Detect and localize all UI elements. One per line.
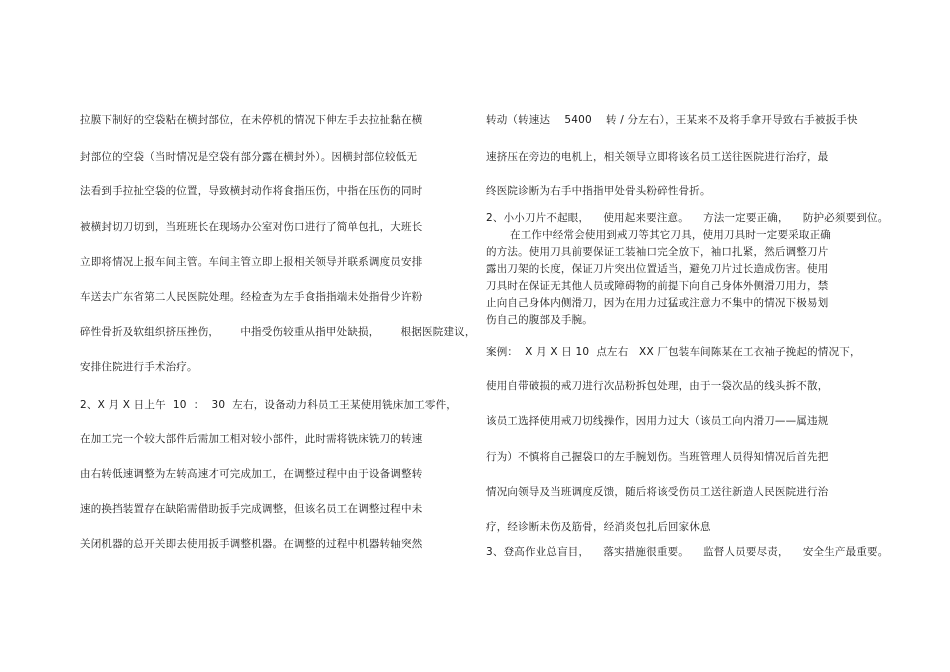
right-line: 情况向领导及当班调度反馈，随后将该受伤员工送往新造人民医院进行治 <box>486 486 829 498</box>
right-line: 露出刀架的长度，保证刀片突出位置适当，避免刀片过长造成伤害。使用 <box>486 263 829 275</box>
left-line: 碎性骨折及软组织挤压挫伤， 中指受伤较重从指甲处缺损， 根据医院建议， <box>80 326 476 338</box>
left-line: 在加工完一个较大部件后需加工相对较小部件，此时需将铣床铣刀的转速 <box>80 433 423 445</box>
right-line: 转动（转速达 5400 转 / 分左右），王某来不及将手拿开导致右手被扳手快 <box>486 114 858 126</box>
left-line: 封部位的空袋（当时情况是空袋有部分露在横封外）。因横封部位较低无 <box>80 151 418 163</box>
right-line: 终医院诊断为右手中指指甲处骨头粉碎性骨折。 <box>486 185 711 197</box>
right-line: 2、小小刀片不起眼， 使用起来要注意。 方法一定要正确， 防护必须要到位。 <box>486 212 889 224</box>
left-line: 拉膜下制好的空袋粘在横封部位，在未停机的情况下伸左手去拉扯黏在横 <box>80 114 423 126</box>
right-line: 在工作中经常会使用到戒刀等其它刀具，使用刀具时一定要采取正确 <box>510 229 831 241</box>
left-line: 车送去广东省第二人民医院处理。经检查为左手食指指端未处指骨少许粉 <box>80 291 423 303</box>
right-line: 的方法。使用刀具前要保证工装袖口完全放下，袖口扎紧，然后调整刀片 <box>486 246 829 258</box>
right-line: 疗，经诊断未伤及筋骨，经消炎包扎后回家休息 <box>486 521 711 533</box>
right-line: 使用自带破损的戒刀进行次品粉拆包处理，由于一袋次品的线头拆不散， <box>486 380 829 392</box>
right-line: 止向自己身体内侧滑刀，因为在用力过猛或注意力不集中的情况下极易划 <box>486 297 829 309</box>
left-line: 关闭机器的总开关即去使用扳手调整机器。在调整的过程中机器转轴突然 <box>80 538 423 550</box>
left-line: 速的换挡装置存在缺陷需借助扳手完成调整，但该名员工在调整过程中未 <box>80 503 423 515</box>
left-line: 立即将情况上报车间主管。车间主管立即上报相关领导并联系调度员安排 <box>80 256 423 268</box>
right-line: 速挤压在旁边的电机上，相关领导立即将该名员工送往医院进行治疗，最 <box>486 151 829 163</box>
right-line: 刀具时在保证无其他人员或障碍物的前提下向自己身体外侧滑刀用力，禁 <box>486 280 829 292</box>
left-line: 2、X 月 X 日上午 10 ： 30 左右，设备动力科员工王某使用铣床加工零件， <box>80 399 458 411</box>
left-line: 法看到手拉扯空袋的位置，导致横封动作将食指压伤，中指在压伤的同时 <box>80 185 423 197</box>
right-line: 伤自己的腹部及手腕。 <box>486 314 593 326</box>
left-line: 被横封切刀切到，当班班长在现场办公室对伤口进行了简单包扎，大班长 <box>80 221 423 233</box>
left-line: 由右转低速调整为左转高速才可完成加工，在调整过程中由于设备调整转 <box>80 468 423 480</box>
right-line: 行为）不慎将自己握袋口的左手腕划伤。当班管理人员得知情况后首先把 <box>486 451 829 463</box>
right-line: 3、登高作业总盲目， 落实措施很重要。 监督人员要尽责， 安全生产最重要。 <box>486 546 889 558</box>
right-line: 该员工选择使用戒刀切线操作，因用力过大（该员工向内滑刀——属违规 <box>486 415 829 427</box>
left-line: 安排住院进行手术治疗。 <box>80 361 198 373</box>
right-line: 案例： X 月 X 日 10 点左右 XX 厂包装车间陈某在工衣袖子挽起的情况下， <box>486 346 861 358</box>
